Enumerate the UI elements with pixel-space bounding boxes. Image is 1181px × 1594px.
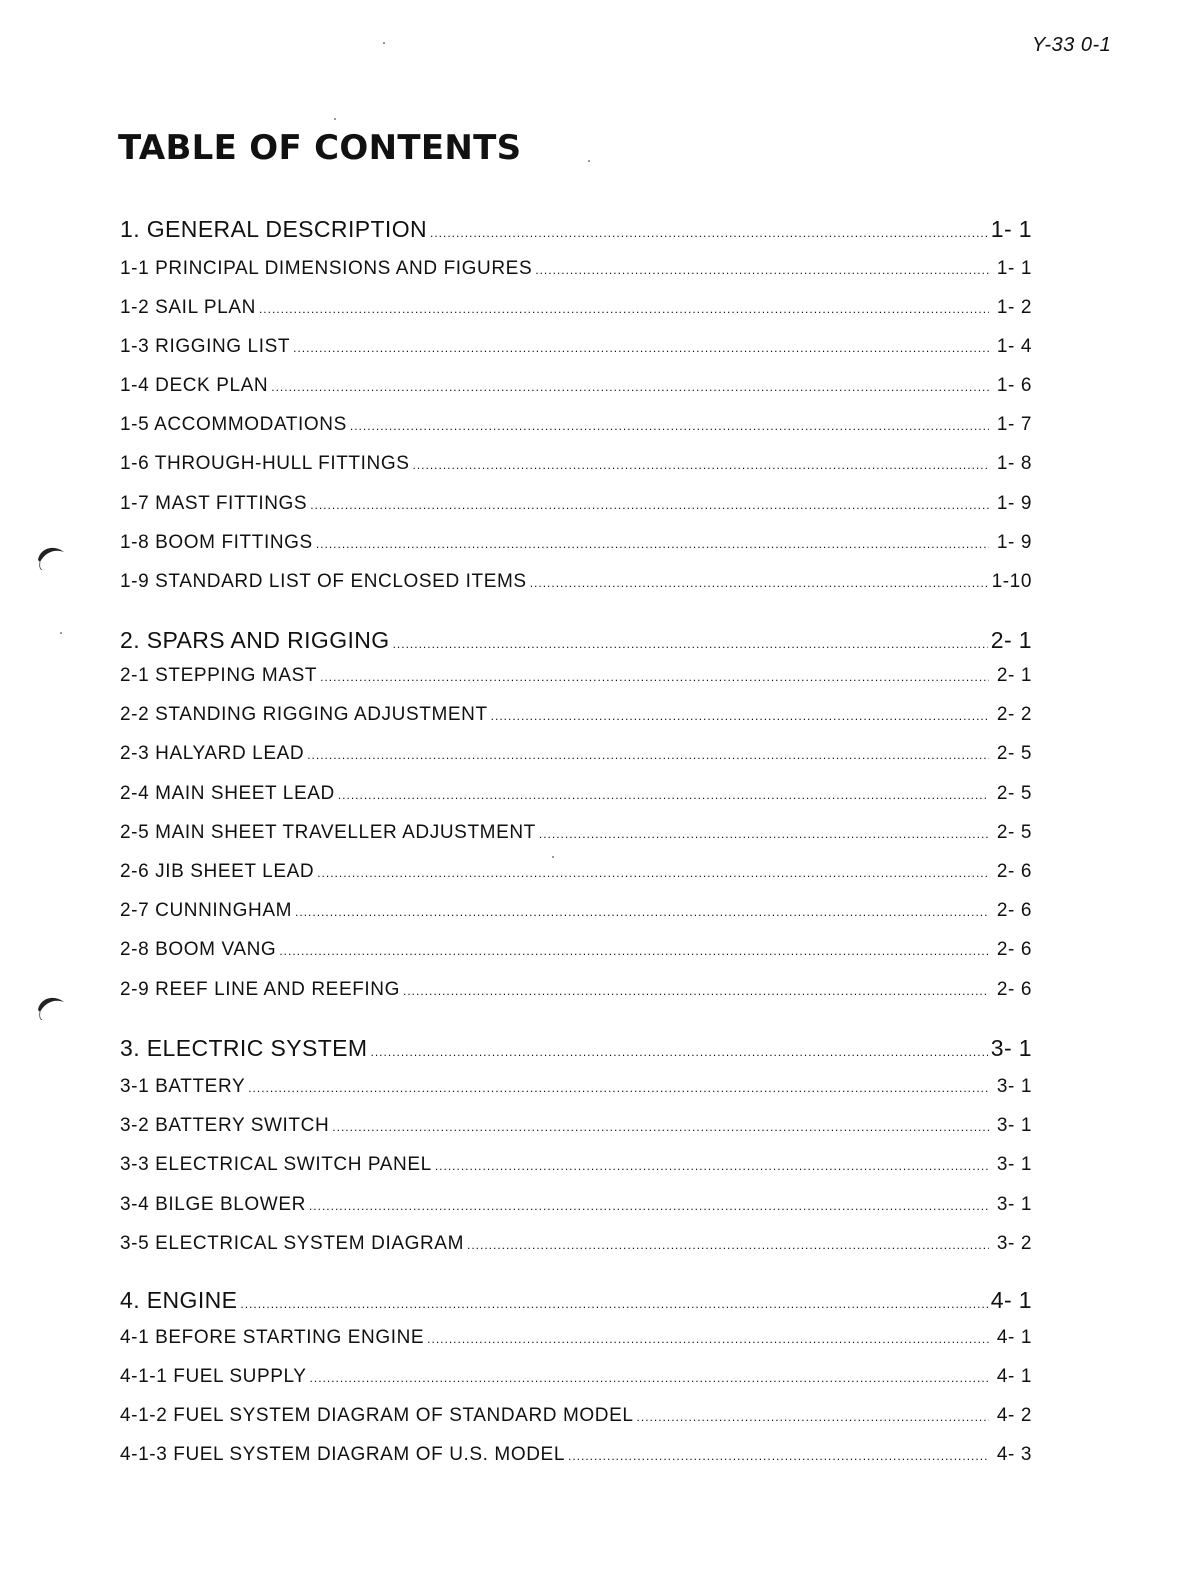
toc-entry xyxy=(120,258,1032,280)
toc-label: 1. GENERAL DESCRIPTION xyxy=(120,216,428,242)
toc-section-heading xyxy=(120,216,1032,243)
toc-page-number: 4- 3 xyxy=(996,1444,1032,1465)
toc-page-number: 2- 1 xyxy=(996,665,1032,686)
toc-label: 1-4 DECK PLAN xyxy=(120,375,269,396)
dot-leader xyxy=(370,1045,987,1059)
dot-leader xyxy=(259,302,989,316)
dot-leader xyxy=(320,670,989,684)
toc-entry xyxy=(120,704,1032,726)
dot-leader xyxy=(350,419,989,433)
toc-entry xyxy=(120,1154,1032,1176)
dot-leader xyxy=(293,341,989,355)
toc-label: 2-4 MAIN SHEET LEAD xyxy=(120,783,335,804)
toc-label: 2-7 CUNNINGHAM xyxy=(120,900,293,921)
toc-entry xyxy=(120,1194,1032,1216)
dot-leader xyxy=(295,905,989,919)
scan-speck xyxy=(552,856,554,858)
toc-label: 2. SPARS AND RIGGING xyxy=(120,627,390,653)
toc-section-heading xyxy=(120,1035,1032,1062)
dot-leader xyxy=(435,1159,989,1173)
toc-label: 4-1-3 FUEL SYSTEM DIAGRAM OF U.S. MODEL xyxy=(120,1444,565,1465)
toc-entry xyxy=(120,939,1032,961)
toc-label: 4-1 BEFORE STARTING ENGINE xyxy=(120,1327,425,1348)
toc-entry xyxy=(120,493,1032,515)
toc-page-number: 1- 7 xyxy=(996,414,1032,435)
toc-label: 3. ELECTRIC SYSTEM xyxy=(120,1035,368,1061)
dot-leader xyxy=(310,1371,989,1385)
toc-entry xyxy=(120,1115,1032,1137)
dot-leader xyxy=(317,866,989,880)
toc-label: 3-2 BATTERY SWITCH xyxy=(120,1115,330,1136)
dot-leader xyxy=(412,458,989,472)
dot-leader xyxy=(338,788,989,802)
page-identifier: Y-33 0-1 xyxy=(1032,34,1112,56)
toc-label: 1-2 SAIL PLAN xyxy=(120,297,256,318)
toc-entry xyxy=(120,665,1032,687)
toc-entry xyxy=(120,571,1032,593)
toc-entry xyxy=(120,453,1032,475)
scan-speck xyxy=(588,160,590,162)
dot-leader xyxy=(271,380,989,394)
toc-page-number: 4- 2 xyxy=(996,1405,1032,1426)
toc-page-number: 1- 9 xyxy=(996,532,1032,553)
toc-page-number: 3- 1 xyxy=(990,1035,1032,1061)
dot-leader xyxy=(491,709,989,723)
toc-page-number: 1- 6 xyxy=(996,375,1032,396)
dot-leader xyxy=(568,1449,989,1463)
toc-entry xyxy=(120,1327,1032,1349)
toc-label: 1-5 ACCOMMODATIONS xyxy=(120,414,347,435)
toc-page-number: 3- 1 xyxy=(996,1154,1032,1175)
dot-leader xyxy=(637,1410,989,1424)
toc-page-number: 4- 1 xyxy=(996,1366,1032,1387)
toc-page-number: 2- 6 xyxy=(996,861,1032,882)
toc-entry xyxy=(120,900,1032,922)
dot-leader xyxy=(309,1199,989,1213)
toc-section-heading xyxy=(120,627,1032,654)
toc-page-number: 1- 1 xyxy=(990,216,1032,242)
toc-label: 1-3 RIGGING LIST xyxy=(120,336,291,357)
toc-entry xyxy=(120,783,1032,805)
toc-entry xyxy=(120,375,1032,397)
toc-page-number: 2- 6 xyxy=(996,900,1032,921)
toc-page-number: 3- 1 xyxy=(996,1115,1032,1136)
binder-hole-mark xyxy=(36,990,66,1020)
toc-page-number: 1- 2 xyxy=(996,297,1032,318)
toc-page-number: 2- 5 xyxy=(996,743,1032,764)
dot-leader xyxy=(310,498,989,512)
toc-entry xyxy=(120,532,1032,554)
scan-speck xyxy=(383,42,385,44)
dot-leader xyxy=(316,537,989,551)
toc-page-number: 1- 8 xyxy=(996,453,1032,474)
toc-entry xyxy=(120,743,1032,765)
toc-page-number: 4- 1 xyxy=(990,1287,1032,1313)
toc-label: 3-1 BATTERY xyxy=(120,1076,246,1097)
toc-label: 3-4 BILGE BLOWER xyxy=(120,1194,306,1215)
toc-page-number: 2- 6 xyxy=(996,979,1032,1000)
toc-page-number: 3- 1 xyxy=(996,1076,1032,1097)
toc-label: 1-7 MAST FITTINGS xyxy=(120,493,308,514)
dot-leader xyxy=(539,827,989,841)
toc-section-heading xyxy=(120,1287,1032,1314)
toc-label: 4. ENGINE xyxy=(120,1287,238,1313)
toc-entry xyxy=(120,1366,1032,1388)
scan-speck xyxy=(60,632,62,634)
toc-label: 2-6 JIB SHEET LEAD xyxy=(120,861,315,882)
toc-page-number: 2- 5 xyxy=(996,783,1032,804)
toc-entry xyxy=(120,979,1032,1001)
dot-leader xyxy=(535,263,989,277)
toc-entry xyxy=(120,822,1032,844)
toc-label: 4-1-2 FUEL SYSTEM DIAGRAM OF STANDARD MODEL xyxy=(120,1405,634,1426)
dot-leader xyxy=(332,1120,989,1134)
dot-leader xyxy=(530,576,989,590)
toc-label: 2-2 STANDING RIGGING ADJUSTMENT xyxy=(120,704,488,725)
toc-entry xyxy=(120,414,1032,436)
dot-leader xyxy=(307,748,989,762)
toc-label: 2-9 REEF LINE AND REEFING xyxy=(120,979,401,1000)
toc-entry xyxy=(120,297,1032,319)
toc-page-number: 3- 2 xyxy=(996,1233,1032,1254)
toc-page-number: 1- 1 xyxy=(996,258,1032,279)
toc-entry xyxy=(120,1444,1032,1466)
toc-page-number: 1- 4 xyxy=(996,336,1032,357)
dot-leader xyxy=(403,984,989,998)
toc-label: 1-9 STANDARD LIST OF ENCLOSED ITEMS xyxy=(120,571,527,592)
toc-page-number: 1-10 xyxy=(991,571,1032,592)
scan-speck xyxy=(334,118,336,120)
dot-leader xyxy=(240,1297,987,1311)
page-title: TABLE OF CONTENTS xyxy=(118,128,522,168)
toc-entry xyxy=(120,1233,1032,1255)
toc-page-number: 4- 1 xyxy=(996,1327,1032,1348)
dot-leader xyxy=(427,1332,989,1346)
dot-leader xyxy=(467,1238,989,1252)
dot-leader xyxy=(393,637,988,651)
toc-page-number: 2- 2 xyxy=(996,704,1032,725)
toc-label: 2-1 STEPPING MAST xyxy=(120,665,318,686)
toc-label: 4-1-1 FUEL SUPPLY xyxy=(120,1366,307,1387)
toc-label: 1-1 PRINCIPAL DIMENSIONS AND FIGURES xyxy=(120,258,533,279)
toc-page-number: 1- 9 xyxy=(996,493,1032,514)
toc-entry xyxy=(120,1405,1032,1427)
dot-leader xyxy=(248,1081,989,1095)
toc-page-number: 2- 6 xyxy=(996,939,1032,960)
toc-label: 1-8 BOOM FITTINGS xyxy=(120,532,313,553)
toc-entry xyxy=(120,861,1032,883)
toc-label: 1-6 THROUGH-HULL FITTINGS xyxy=(120,453,410,474)
binder-hole-mark xyxy=(36,540,66,570)
toc-label: 3-3 ELECTRICAL SWITCH PANEL xyxy=(120,1154,432,1175)
toc-entry xyxy=(120,1076,1032,1098)
dot-leader xyxy=(279,944,989,958)
toc-page-number: 3- 1 xyxy=(996,1194,1032,1215)
toc-page-number: 2- 1 xyxy=(990,627,1032,653)
toc-label: 2-5 MAIN SHEET TRAVELLER ADJUSTMENT xyxy=(120,822,536,843)
toc-label: 2-8 BOOM VANG xyxy=(120,939,277,960)
toc-entry xyxy=(120,336,1032,358)
dot-leader xyxy=(430,226,988,240)
toc-page-number: 2- 5 xyxy=(996,822,1032,843)
toc-label: 3-5 ELECTRICAL SYSTEM DIAGRAM xyxy=(120,1233,464,1254)
toc-label: 2-3 HALYARD LEAD xyxy=(120,743,305,764)
